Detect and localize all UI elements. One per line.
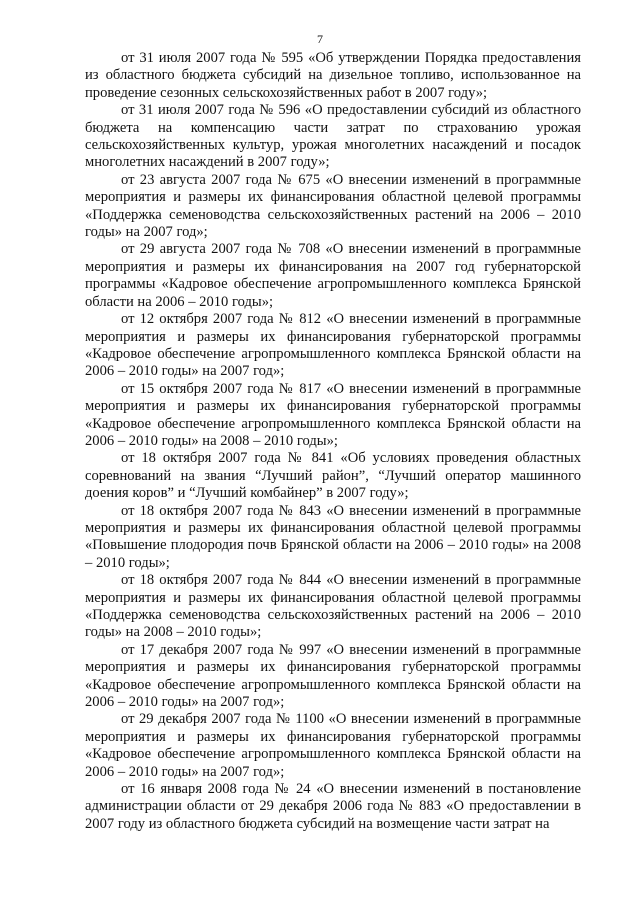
list-item: от 31 июля 2007 года № 595 «Об утверждении Порядка предоставления из областного бюджета субсидий на дизельное топливо, использованное на проведение сезонных сельскохозяйственных работ в 2007 году»; [85, 50, 581, 101]
list-item: от 18 октября 2007 года № 841 «Об условиях проведения областных соревнований на звания “Лучший район”, “Лучший оператор машинного доения коров” и “Лучший комбайнер” в 2007 году»; [85, 450, 581, 502]
list-item: от 29 декабря 2007 года № 1100 «О внесении изменений в программные мероприятия и размеры их финансирования губернаторской программы «Кадровое обеспечение агропромышленного комплекса Брянской области на 2006 – 2010 годы» на 2007 год»; [85, 711, 581, 780]
list-item: от 16 января 2008 года № 24 «О внесении изменений в постановление администрации области от 29 декабря 2006 года № 883 «О предоставлении в 2007 году из областного бюджета субсидий на возмещение части затрат на [85, 781, 581, 832]
list-item: от 17 декабря 2007 года № 997 «О внесении изменений в программные мероприятия и размеры их финансирования губернаторской программы «Кадровое обеспечение агропромышленного комплекса Брянской области на 2006 – 2010 годы» на 2007 год»; [85, 641, 581, 711]
list-item: от 18 октября 2007 года № 843 «О внесении изменений в программные мероприятия и размеры их финансирования областной целевой программы «Повышение плодородия почв Брянской области на 2006 – 2010 годы» на 2008 – 2010 годы»; [85, 502, 581, 571]
list-item: от 29 августа 2007 года № 708 «О внесении изменений в программные мероприятия и размеры их финансирования на 2007 год губернаторской программы «Кадровое обеспечение агропромышленного комплекса Брянской области на 2006 – 2010 годы»; [85, 241, 581, 310]
list-item: от 18 октября 2007 года № 844 «О внесении изменений в программные мероприятия и размеры их финансирования областной целевой программы «Поддержка семеноводства сельскохозяйственных растений на 2006 – 2010 годы» на 2008 – 2010 годы»; [85, 572, 581, 641]
list-item: от 12 октября 2007 года № 812 «О внесении изменений в программные мероприятия и размеры их финансирования губернаторской программы «Кадровое обеспечение агропромышленного комплекса Брянской области на 2006 – 2010 годы» на 2007 год»; [85, 311, 581, 380]
list-item: от 23 августа 2007 года № 675 «О внесении изменений в программные мероприятия и размеры их финансирования областной целевой программы «Поддержка семеноводства сельскохозяйственных растений на 2006 – 2010 годы» на 2007 год»; [85, 171, 581, 241]
page-number: 7 [317, 32, 323, 46]
list-item: от 15 октября 2007 года № 817 «О внесении изменений в программные мероприятия и размеры их финансирования губернаторской программы «Кадровое обеспечение агропромышленного комплекса Брянской области на 2006 – 2010 годы» на 2008 – 2010 годы»; [85, 380, 581, 449]
document-body [85, 50, 581, 833]
list-item: от 31 июля 2007 года № 596 «О предоставлении субсидий из областного бюджета на компенсацию части затрат по страхованию урожая сельскохозяйственных культур, урожая многолетних насаждений и посадок многолетних насаждений в 2007 году»; [85, 102, 581, 171]
